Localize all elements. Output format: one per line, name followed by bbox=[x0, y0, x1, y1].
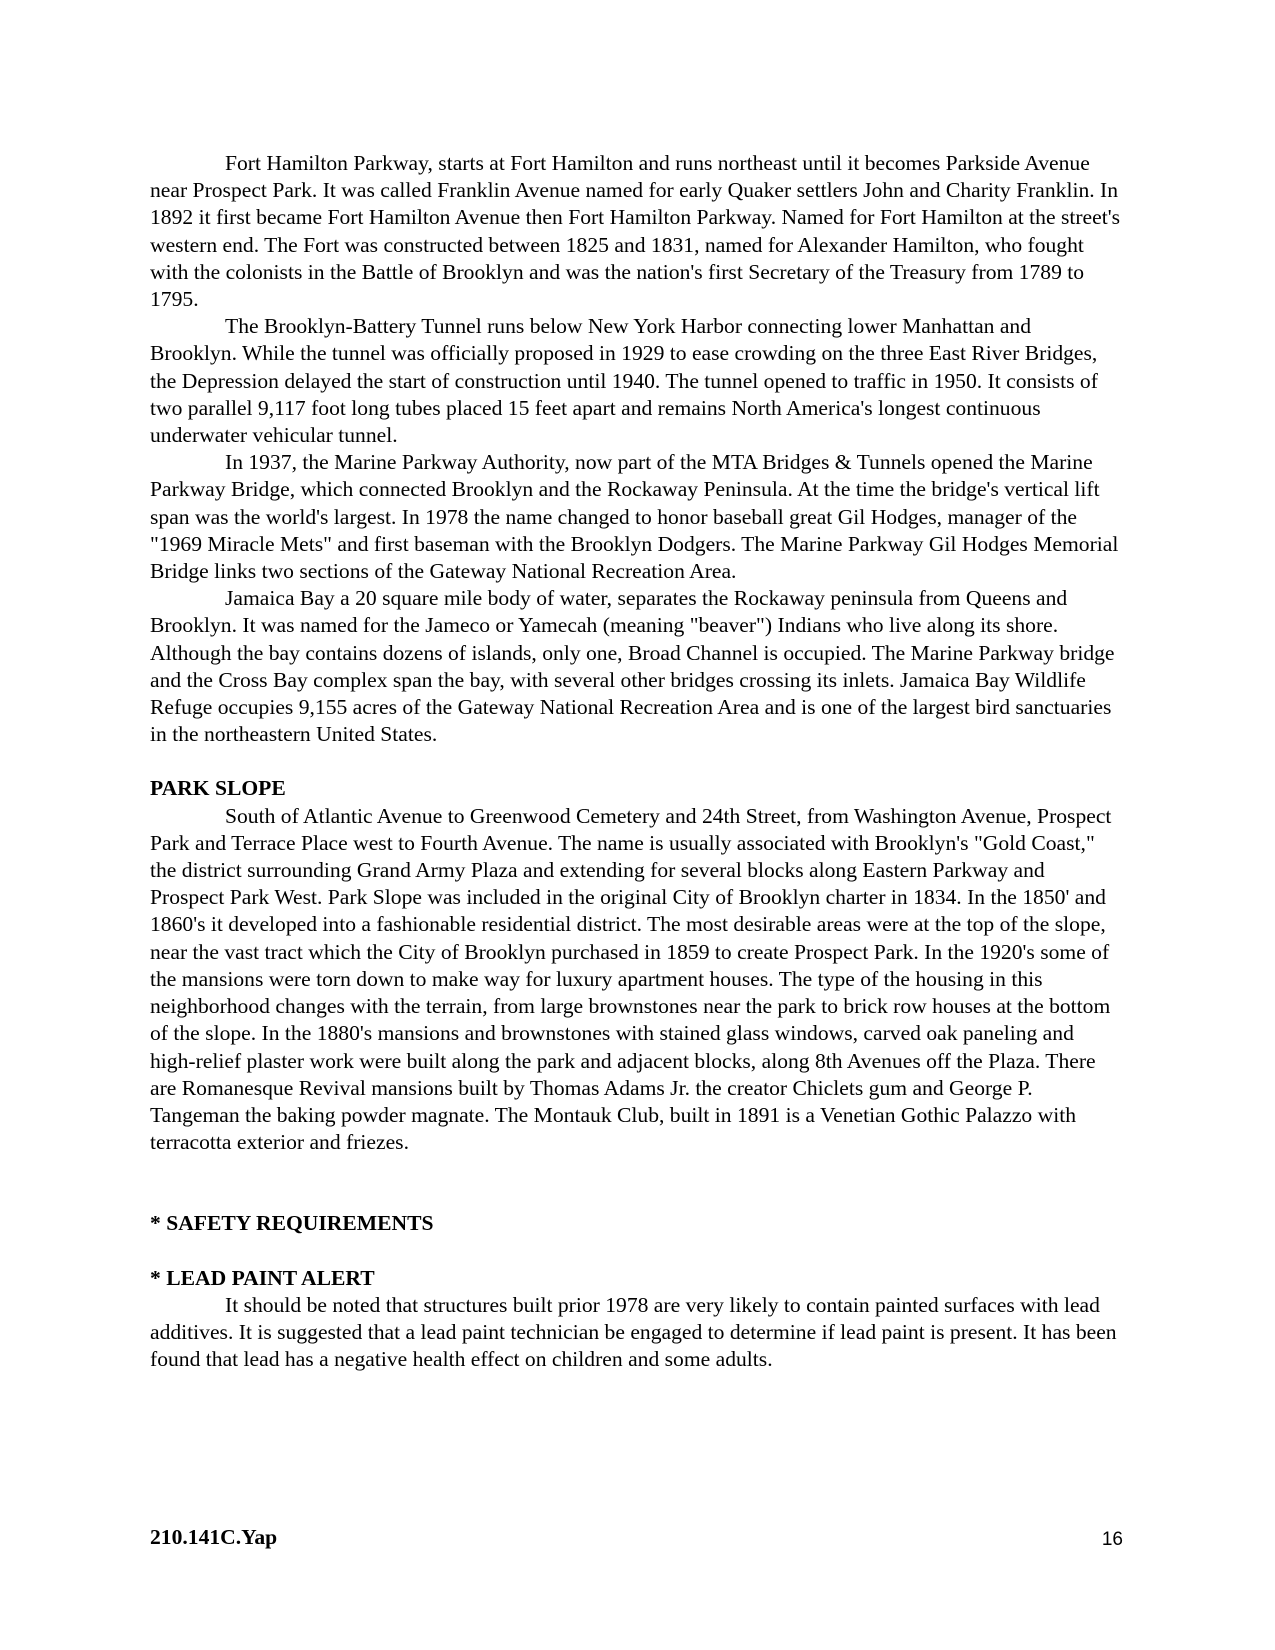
paragraph-park-slope: South of Atlantic Avenue to Greenwood Cemetery and 24th Street, from Washington Avenue, Prospect Park and Terrace Place west to Fourth Avenue. The name is usually associated with Brooklyn's "Gold Coast," the district surrounding Grand Army Plaza and extending for several blocks along Eastern Parkway and Prospect Park West. Park Slope was included in the original City of Brooklyn charter in 1834. In the 1850' and 1860's it developed into a fashionable residential district. The most desirable areas were at the top of the slope, near the vast tract which the City of Brooklyn purchased in 1859 to create Prospect Park. In the 1920's some of the mansions were torn down to make way for luxury apartment houses. The type of the housing in this neighborhood changes with the terrain, from large brownstones near the park to brick row houses at the bottom of the slope. In the 1880's mansions and brownstones with stained glass windows, carved oak paneling and high-relief plaster work were built along the park and adjacent blocks, along 8th Avenues off the Plaza. There are Romanesque Revival mansions built by Thomas Adams Jr. the creator Chiclets gum and George P. Tangeman the baking powder magnate. The Montauk Club, built in 1891 is a Venetian Gothic Palazzo with terracotta exterior and friezes. bbox=[150, 803, 1112, 1155]
paragraph-lead-paint: It should be noted that structures built prior 1978 are very likely to contain painted surfaces with lead additives. It is suggested that a lead paint technician be engaged to determine if lead paint is present. It has been found that lead has a negative health effect on children and some adults. bbox=[150, 1292, 1117, 1372]
paragraph-brooklyn-battery-tunnel: The Brooklyn-Battery Tunnel runs below New York Harbor connecting lower Manhattan and Brooklyn. While the tunnel was officially proposed in 1929 to ease crowding on the three East River Bridges, the Depression delayed the start of construction until 1940. The tunnel opened to traffic in 1950. It consists of two parallel 9,117 foot long tubes placed 15 feet apart and remains North America's longest continuous underwater vehicular tunnel. bbox=[150, 314, 1098, 448]
footer-document-id: 210.141C.Yap bbox=[150, 1525, 278, 1549]
paragraph-jamaica-bay: Jamaica Bay a 20 square mile body of water, separates the Rockaway peninsula from Queens and Brooklyn. It was named for the Jameco or Yamecah (meaning "beaver") Indians who live along its shore. Although the bay contains dozens of islands, only one, Broad Channel is occupied. The Marine Parkway bridge and the Cross Bay complex span the bay, with several other bridges crossing its inlets. Jamaica Bay Wildlife Refuge occupies 9,155 acres of the Gateway National Recreation Area and is one of the largest bird sanctuaries in the northeastern United States. bbox=[150, 586, 1115, 747]
heading-safety-requirements: * SAFETY REQUIREMENTS bbox=[150, 1211, 434, 1236]
spacer bbox=[150, 748, 1123, 775]
spacer bbox=[150, 1156, 1123, 1210]
paragraph-fort-hamilton-parkway: Fort Hamilton Parkway, starts at Fort Hamilton and runs northeast until it becomes Parkside Avenue near Prospect Park. It was called Franklin Avenue named for early Quaker settlers John and Charity Franklin. In 1892 it first became Fort Hamilton Avenue then Fort Hamilton Parkway. Named for Fort Hamilton at the street's western end. The Fort was constructed between 1825 and 1831, named for Alexander Hamilton, who fought with the colonists in the Battle of Brooklyn and was the nation's first Secretary of the Treasury from 1789 to 1795. bbox=[150, 151, 1121, 312]
footer-page-number: 16 bbox=[1101, 1529, 1123, 1550]
heading-park-slope: PARK SLOPE bbox=[150, 776, 286, 801]
spacer bbox=[150, 1238, 1123, 1265]
paragraph-marine-parkway-bridge: In 1937, the Marine Parkway Authority, now part of the MTA Bridges & Tunnels opened the Marine Parkway Bridge, which connected Brooklyn and the Rockaway Peninsula. At the time the bridge's vertical lift span was the world's largest. In 1978 the name changed to honor baseball great Gil Hodges, manager of the "1969 Miracle Mets" and first baseman with the Brooklyn Dodgers. The Marine Parkway Gil Hodges Memorial Bridge links two sections of the Gateway National Recreation Area. bbox=[150, 450, 1119, 584]
document-body bbox=[150, 150, 1123, 1373]
heading-lead-paint-alert: * LEAD PAINT ALERT bbox=[150, 1265, 375, 1290]
